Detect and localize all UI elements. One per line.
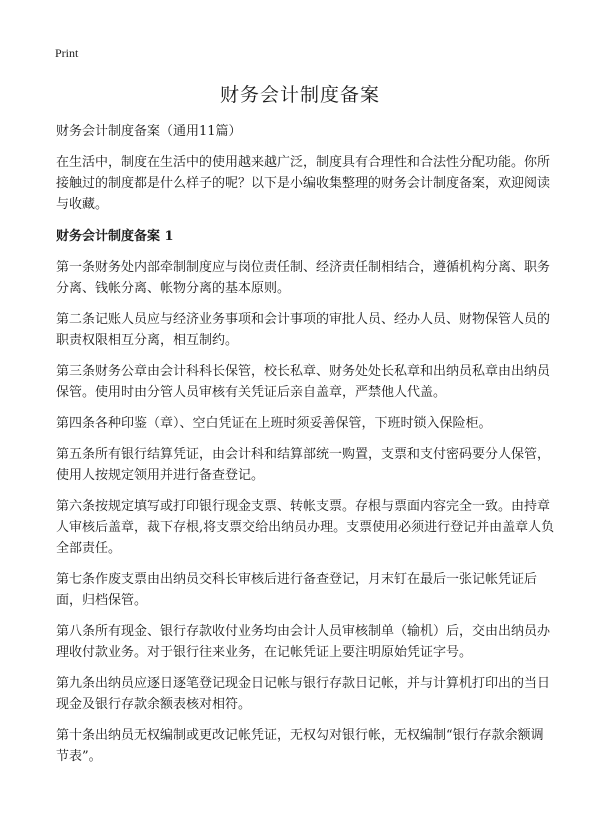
article-paragraph-5: 第五条所有银行结算凭证，由会计科和结算部统一购置，支票和支付密码要分人保管，使用人按规定领用并进行备查登记。 [56, 447, 551, 483]
document-body [56, 121, 556, 777]
article-paragraph-6: 第六条按规定填写或打印银行现金支票、转帐支票。存根与票面内容完全一致。由持章人审核后盖章，裁下存根,将支票交给出纳员办理。支票使用必须进行登记并由盖章人负全部责任。 [56, 499, 555, 556]
article-paragraph-7: 第七条作废支票由出纳员交科长审核后进行备查登记，月末钉在最后一张记帐凭证后面，归档保管。 [56, 572, 538, 608]
section-heading: 财务会计制度备案 1 [56, 229, 174, 244]
page-title: 财务会计制度备案 [219, 84, 380, 106]
article-paragraph-9: 第九条出纳员应逐日逐笔登记现金日记帐与银行存款日记帐，并与计算机打印出的当日现金及银行存款余额表核对相符。 [56, 676, 551, 712]
article-paragraph-2: 第二条记账人员应与经济业务事项和会计事项的审批人员、经办人员、财物保管人员的职责权限相互分离，相互制约。 [56, 312, 551, 348]
print-link[interactable]: Print [55, 46, 79, 60]
article-paragraph-1: 第一条财务处内部牵制制度应与岗位责任制、经济责任制相结合，遵循机构分离、职务分离、钱帐分离、帐物分离的基本原则。 [56, 260, 551, 296]
article-paragraph-3: 第三条财务公章由会计科科长保管，校长私章、财务处处长私章和出纳员私章由出纳员保管。使用时由分管人员审核有关凭证后亲自盖章，严禁他人代盖。 [56, 364, 551, 400]
article-paragraph-8: 第八条所有现金、银行存款收付业务均由会计人员审核制单（输机）后，交由出纳员办理收付款业务。对于银行往来业务，在记帐凭证上要注明原始凭证字号。 [56, 624, 551, 660]
article-paragraph-10: 第十条出纳员无权编制或更改记帐凭证，无权勾对银行帐，无权编制“银行存款余额调节表”。 [56, 728, 544, 764]
document-subtitle: 财务会计制度备案（通用11篇） [56, 124, 242, 139]
intro-paragraph: 在生活中，制度在生活中的使用越来越广泛，制度具有合理性和合法性分配功能。你所接触过的制度都是什么样子的呢？以下是小编收集整理的财务会计制度备案，欢迎阅读与收藏。 [56, 155, 551, 212]
article-paragraph-4: 第四条各种印鉴（章）、空白凭证在上班时须妥善保管，下班时锁入保险柜。 [56, 416, 492, 431]
